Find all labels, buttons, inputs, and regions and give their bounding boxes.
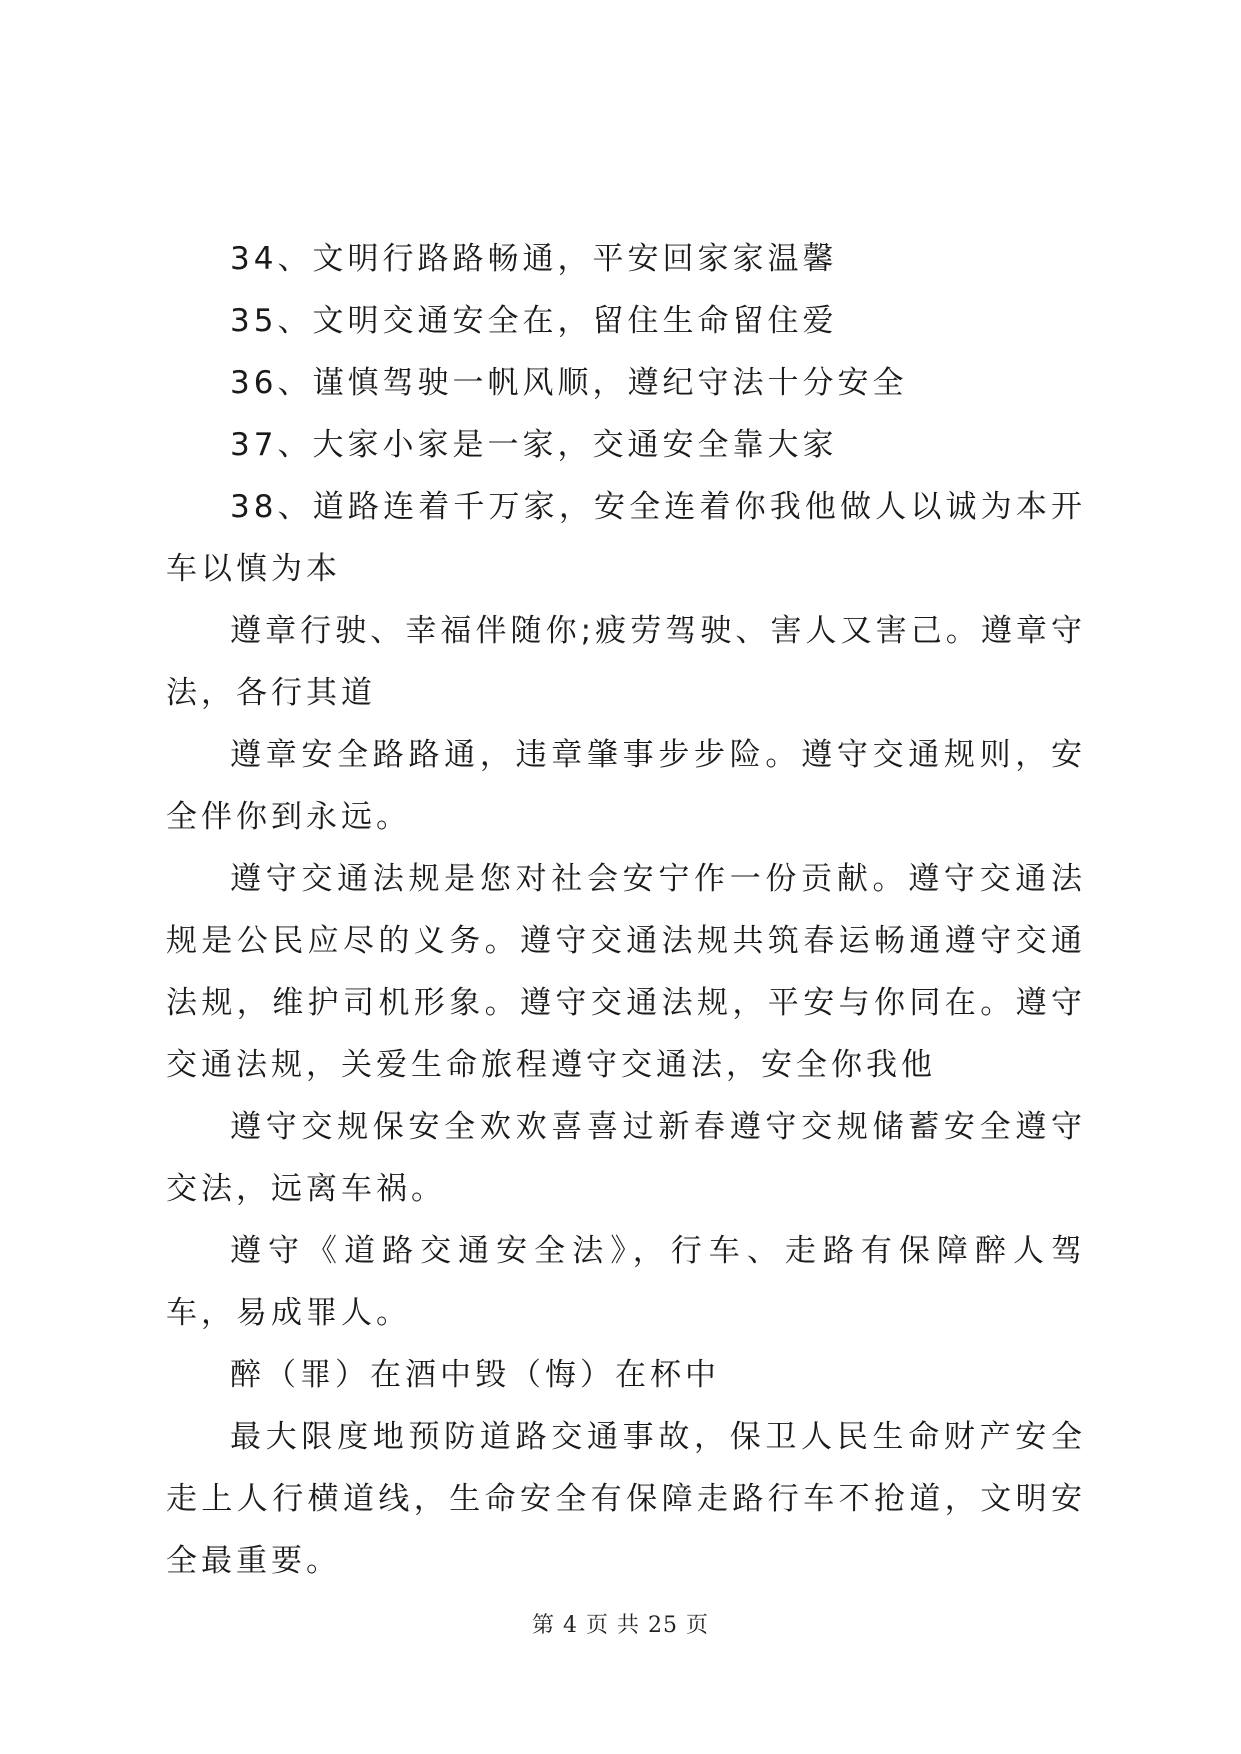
paragraph-new-year: 遵守交规保安全欢欢喜喜过新春遵守交规储蓄安全遵守交法，远离车祸。 (166, 1109, 1086, 1207)
paragraph-drunk: 醉（罪）在酒中毁（悔）在杯中 (230, 1357, 720, 1393)
paragraph-prevent-accidents: 最大限度地预防道路交通事故，保卫人民生命财产安全走上人行横道线，生命安全有保障走路行车不抢道，文明安全最重要。 (166, 1419, 1086, 1579)
paragraph-35: 35、文明交通安全在，留住生命留住爱 (230, 303, 838, 339)
paragraph-34: 34、文明行路路畅通，平安回家家温馨 (230, 241, 838, 277)
paragraph-obey-rules: 遵章行驶、幸福伴随你;疲劳驾驶、害人又害己。遵章守法，各行其道 (166, 613, 1086, 711)
paragraph-traffic-laws: 遵守交通法规是您对社会安宁作一份贡献。遵守交通法规是公民应尽的义务。遵守交通法规共筑春运畅通遵守交通法规，维护司机形象。遵守交通法规，平安与你同在。遵守交通法规，关爱生命旅程遵守交通法，安全你我他 (166, 861, 1086, 1083)
page-number-footer: 第 4 页 共 25 页 (532, 1613, 709, 1638)
paragraph-road-safety-law: 遵守《道路交通安全法》，行车、走路有保障醉人驾车，易成罪人。 (166, 1233, 1086, 1331)
paragraph-safe-road: 遵章安全路路通，违章肇事步步险。遵守交通规则，安全伴你到永远。 (166, 737, 1086, 835)
document-body (166, 228, 1086, 1592)
paragraph-38: 38、道路连着千万家，安全连着你我他做人以诚为本开车以慎为本 (166, 489, 1086, 587)
paragraph-36: 36、谨慎驾驶一帆风顺，遵纪守法十分安全 (230, 365, 908, 401)
paragraph-37: 37、大家小家是一家，交通安全靠大家 (230, 427, 838, 463)
